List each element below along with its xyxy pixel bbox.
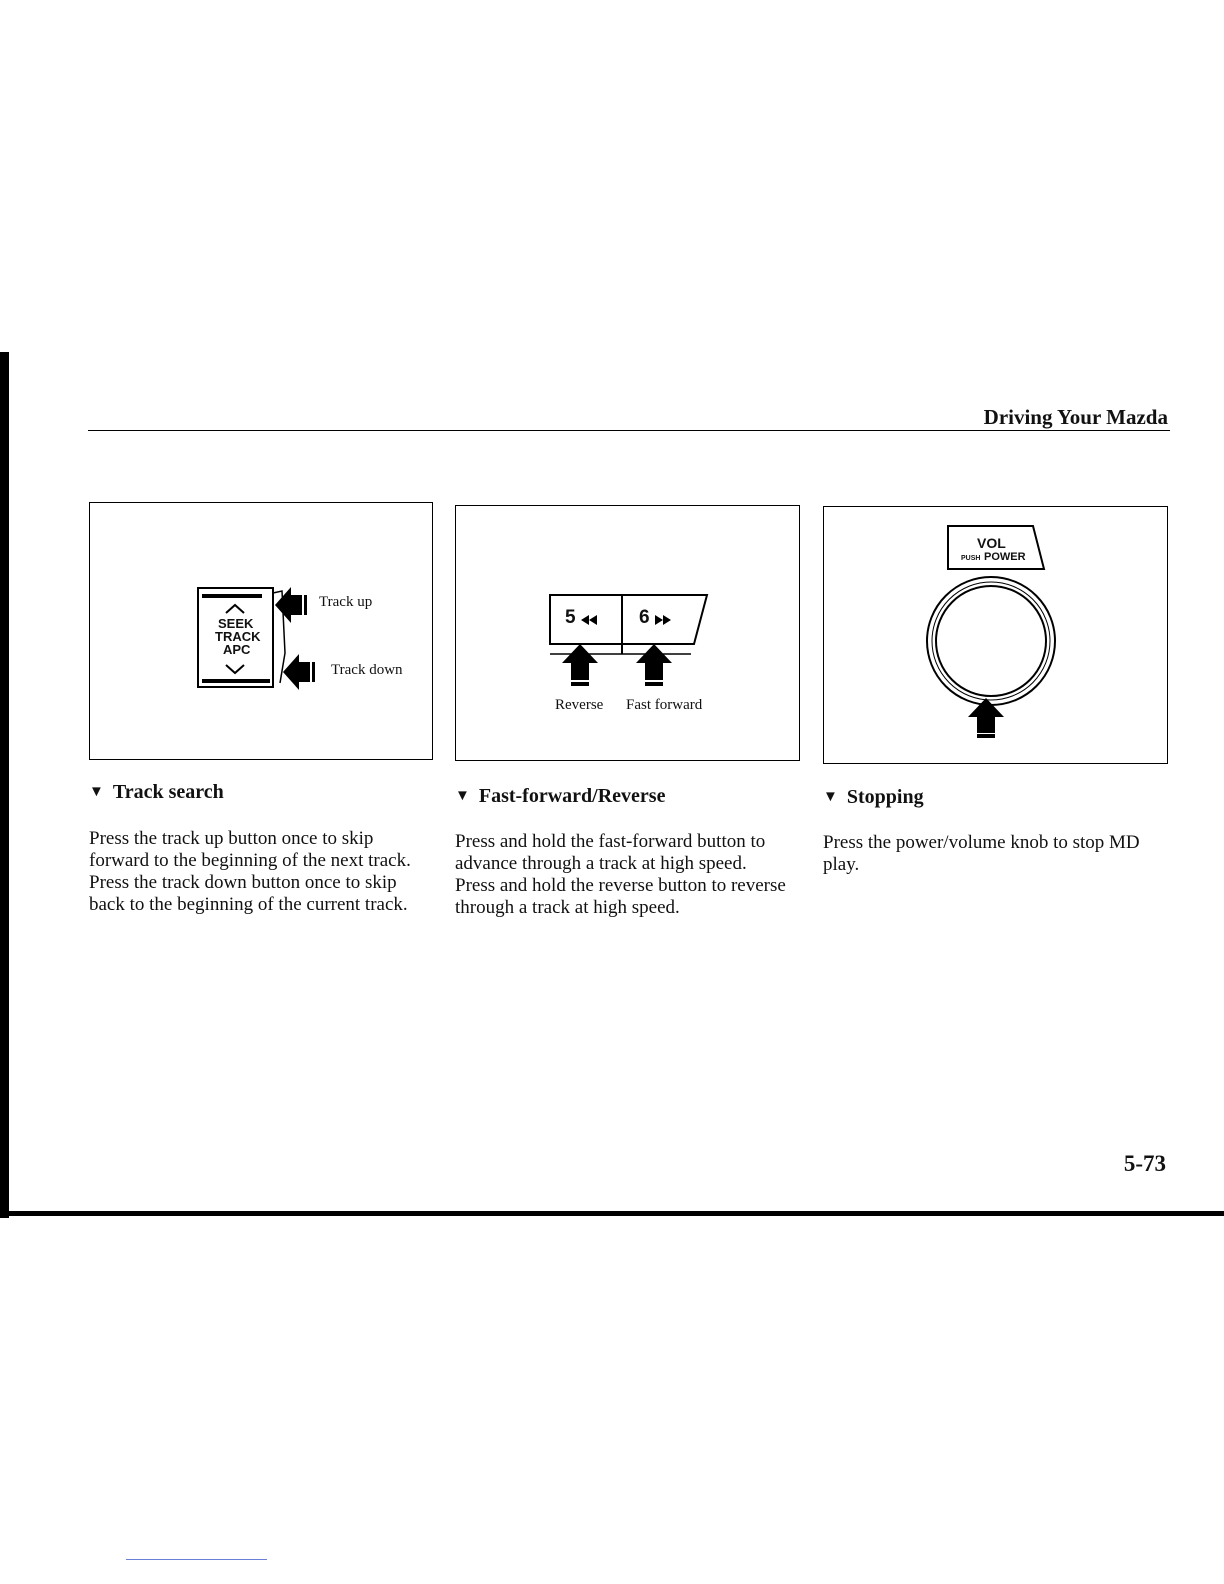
fast-forward-reverse-figure [455,505,800,761]
knob-label-push: PUSH [961,555,981,562]
paragraph: Press the power/volume knob to stop MD play. [823,832,1140,875]
triangle-bullet-icon: ▼ [823,789,838,805]
page-header-title: Driving Your Mazda [983,405,1168,429]
panel-label-seek: SEEK [218,616,254,631]
button-5-label: 5 [565,607,576,628]
page-number: 5-73 [1123,1151,1166,1176]
footer-rule [0,1211,1224,1216]
section-title-fast-forward-reverse: ▼ Fast-forward/Reverse [455,785,666,807]
section-title-stopping: ▼ Stopping [823,786,924,808]
knob-label-vol: VOL [977,535,1006,551]
knob-label-power: POWER [984,551,1026,563]
section-body-fast-forward-reverse [455,831,800,919]
label-track-down: Track down [331,662,403,678]
panel-label-track: TRACK [215,629,261,644]
label-fast-forward: Fast forward [626,697,703,713]
paragraph: Press the track up button once to skip forward to the beginning of the next track. [89,828,411,871]
triangle-bullet-icon: ▼ [455,788,470,804]
stopping-figure [823,506,1168,764]
label-track-up: Track up [319,594,373,610]
section-body-stopping [823,832,1173,876]
paragraph: Press the track down button once to skip back to the beginning of the current track. [89,872,408,915]
section-title-track-search: ▼ Track search [89,781,224,803]
left-margin-bar [0,352,9,1218]
preset-buttons-illustration [456,506,799,760]
blue-underline-mark [126,1559,267,1560]
seek-track-panel-illustration [90,503,432,759]
track-search-figure [89,502,433,760]
label-reverse: Reverse [555,697,604,713]
header-rule [88,430,1170,431]
paragraph: Press and hold the fast-forward button to advance through a track at high speed. [455,831,766,874]
paragraph: Press and hold the reverse button to reverse through a track at high speed. [455,875,786,918]
button-6-label: 6 [639,607,650,628]
section-body-track-search [89,828,429,916]
triangle-bullet-icon: ▼ [89,784,104,800]
panel-label-apc: APC [223,642,251,657]
